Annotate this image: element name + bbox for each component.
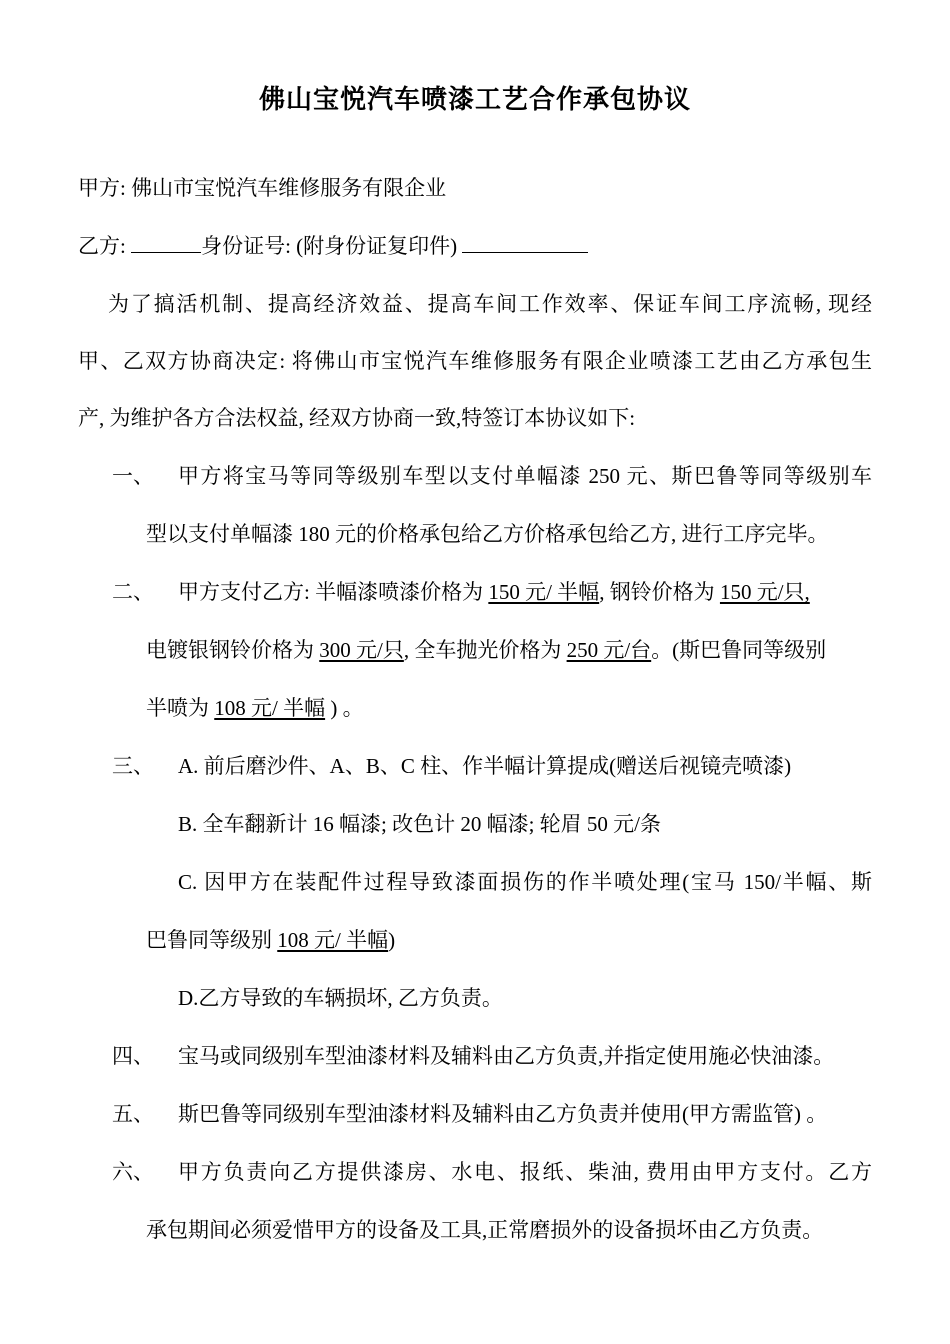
clause-6-line-1: 甲方负责向乙方提供漆房、水电、报纸、柴油, 费用由甲方支付。乙方 [178,1160,872,1184]
polish-price: 250 元/台 [566,638,652,662]
intro-line-2: 甲、乙双方协商决定: 将佛山市宝悦汽车维修服务有限企业喷漆工艺由乙方承包生 [78,349,872,373]
subaru-repair-price: 108 元/ 半幅 [277,928,389,952]
clause-6-line-2: 承包期间必须爱惜甲方的设备及工具,正常磨损外的设备损坏由乙方负责。 [146,1218,824,1242]
clause-4-number: 四、 [112,1044,154,1068]
party-a-line [78,172,446,204]
party-a-value: 佛山市宝悦汽车维修服务有限企业 [131,176,447,200]
clause-5-text: 斯巴鲁等同级别车型油漆材料及辅料由乙方负责并使用(甲方需监管) 。 [178,1102,828,1126]
page-title: 佛山宝悦汽车喷漆工艺合作承包协议 [258,85,691,114]
clause-1-number: 一、 [112,464,154,488]
clause-3-item-b: B. 全车翻新计 16 幅漆; 改色计 20 幅漆; 轮眉 50 元/条 [178,812,662,836]
half-panel-price: 150 元/ 半幅 [488,580,600,604]
intro-line-3: 产, 为维护各方合法权益, 经双方协商一致,特签订本协议如下: [78,406,636,430]
clause-2-text: ) 。 [325,696,364,720]
clause-3-text: ) [388,928,396,952]
clause-4-text: 宝马或同级别车型油漆材料及辅料由乙方负责,并指定使用施必快油漆。 [178,1044,835,1068]
party-b-line [78,230,588,262]
party-b-label: 乙方: [78,234,126,258]
clause-1-line-1: 甲方将宝马等同等级别车型以支付单幅漆 250 元、斯巴鲁等同等级别车 [178,464,872,488]
clause-3-number: 三、 [112,754,154,778]
clause-6-number: 六、 [112,1160,154,1184]
party-b-name-blank [131,230,201,253]
clause-3-item-d: D.乙方导致的车辆损坏, 乙方负责。 [178,986,503,1010]
intro-line-1: 为了搞活机制、提高经济效益、提高车间工作效率、保证车间工序流畅, 现经 [108,292,872,316]
clause-2-line-1 [178,576,810,608]
clause-3-item-c-line-2 [146,924,395,956]
rim-price: 150 元/只, [719,580,810,604]
clause-2-text: 甲方支付乙方: 半幅漆喷漆价格为 [178,580,489,604]
party-a-label: 甲方: [78,176,126,200]
clause-5-number: 五、 [112,1102,154,1126]
clause-1-line-2: 型以支付单幅漆 180 元的价格承包给乙方价格承包给乙方, 进行工序完毕。 [146,522,829,546]
clause-2-line-2 [146,634,826,666]
clause-3-text: 巴鲁同等级别 [146,928,278,952]
party-b-id-blank [462,230,588,253]
subaru-half-price: 108 元/ 半幅 [214,696,326,720]
clause-2-line-3 [146,692,364,724]
clause-2-text: , 全车抛光价格为 [403,638,567,662]
clause-3-item-a: A. 前后磨沙件、A、B、C 柱、作半幅计算提成(赠送后视镜壳喷漆) [178,754,792,778]
clause-3-item-c-line-1: C. 因甲方在装配件过程导致漆面损伤的作半喷处理(宝马 150/半幅、斯 [178,870,872,894]
party-b-id-label: 身份证号: (附身份证复印件) [201,234,458,258]
clause-2-number: 二、 [112,580,154,604]
clause-2-text: 。(斯巴鲁同等级别 [651,638,827,662]
chrome-rim-price: 300 元/只 [319,638,404,662]
clause-2-text: 半喷为 [146,696,215,720]
clause-2-text: , 钢铃价格为 [599,580,720,604]
clause-2-text: 电镀银钢铃价格为 [146,638,320,662]
